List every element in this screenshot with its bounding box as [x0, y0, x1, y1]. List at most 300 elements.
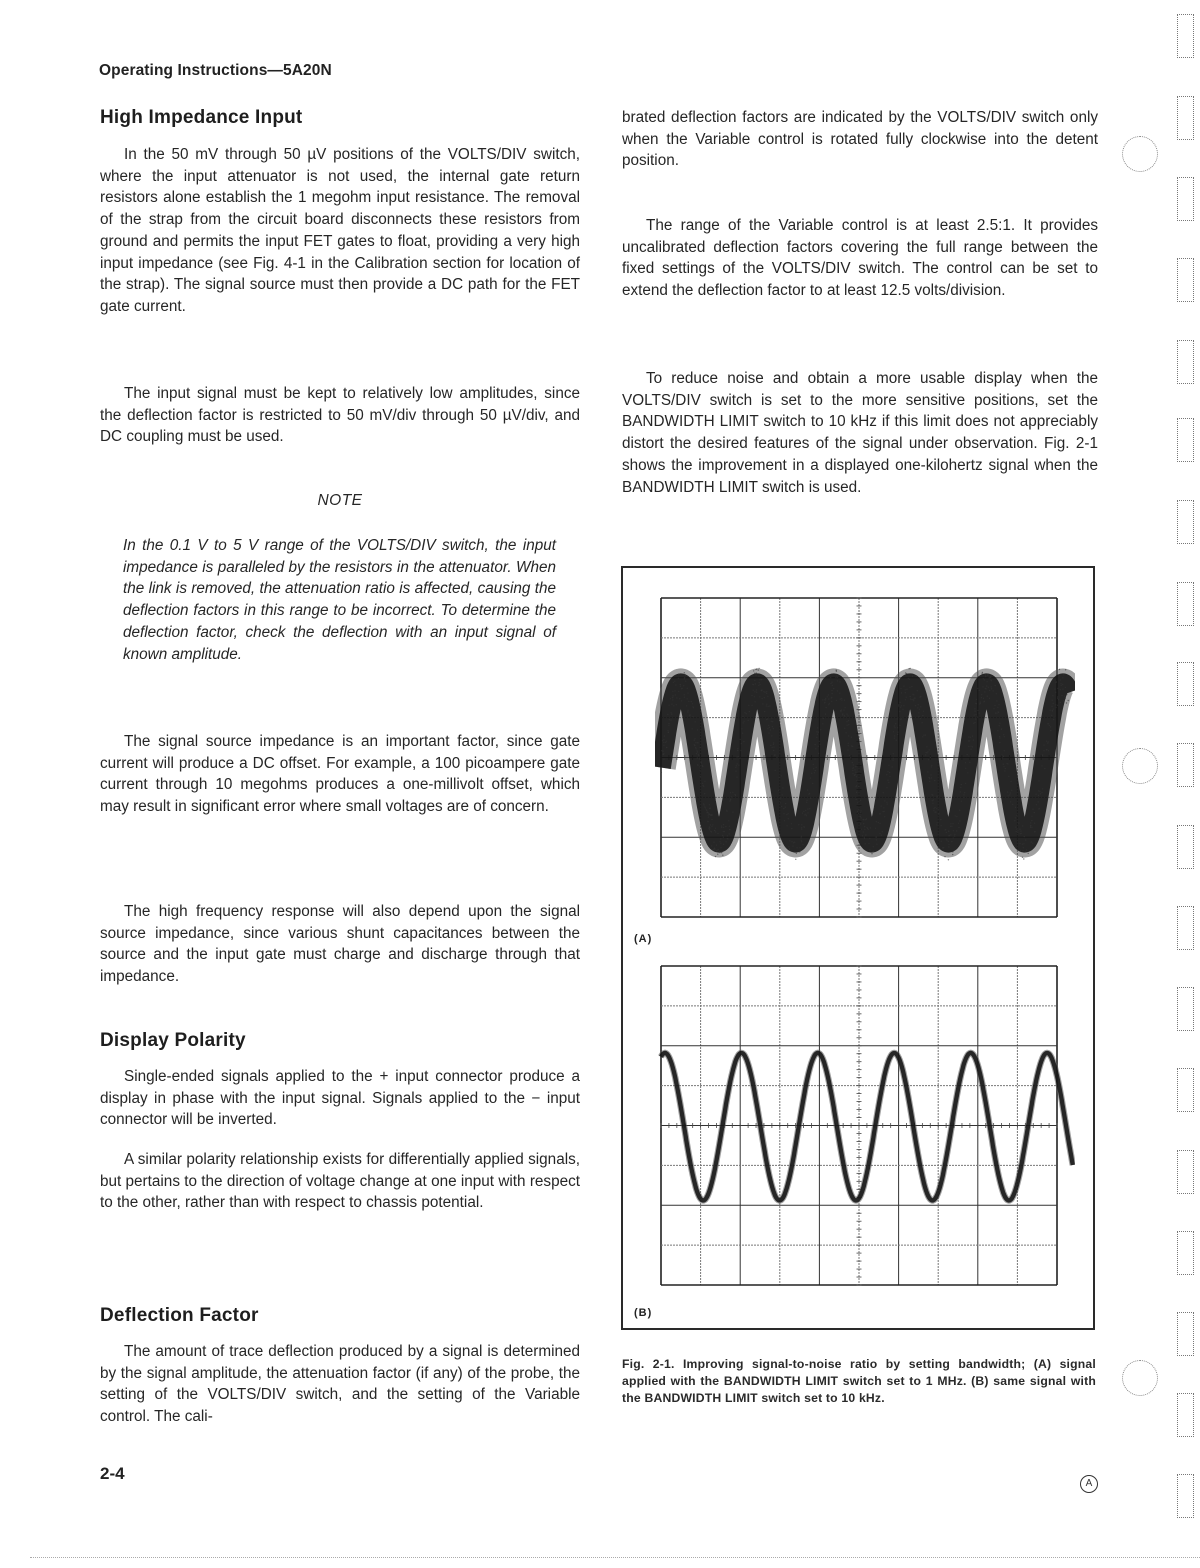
noise-speck — [1024, 836, 1025, 837]
noise-speck — [820, 729, 821, 730]
noise-speck — [663, 758, 664, 759]
noise-speck — [856, 785, 857, 786]
noise-speck — [684, 672, 685, 673]
noise-speck — [816, 737, 817, 738]
noise-speck — [831, 682, 832, 683]
noise-speck — [715, 831, 716, 832]
noise-speck — [853, 767, 854, 768]
noise-speck — [861, 829, 862, 830]
noise-speck — [866, 818, 867, 819]
noise-speck — [668, 723, 669, 724]
noise-speck — [853, 764, 854, 765]
noise-speck — [663, 745, 664, 746]
noise-speck — [886, 774, 887, 775]
noise-speck — [676, 697, 677, 698]
noise-speck — [1028, 853, 1029, 854]
binder-hole-icon — [1177, 1393, 1194, 1437]
noise-speck — [996, 713, 997, 714]
noise-speck — [702, 765, 703, 766]
binder-hole-icon — [1177, 1474, 1194, 1518]
noise-speck — [1048, 750, 1049, 751]
noise-speck — [668, 725, 669, 726]
noise-speck — [717, 854, 718, 855]
noise-speck — [743, 721, 744, 722]
noise-speck — [1065, 698, 1066, 699]
noise-speck — [975, 718, 976, 719]
noise-speck — [710, 824, 711, 825]
noise-speck — [694, 740, 695, 741]
noise-speck — [822, 699, 823, 700]
noise-speck — [795, 859, 796, 860]
paragraph-variable-range — [622, 215, 1098, 302]
noise-speck — [894, 738, 895, 739]
noise-speck — [708, 814, 709, 815]
noise-speck — [818, 753, 819, 754]
noise-speck — [888, 782, 889, 783]
noise-speck — [855, 799, 856, 800]
noise-speck — [756, 692, 757, 693]
noise-speck — [910, 696, 911, 697]
noise-speck — [998, 712, 999, 713]
noise-speck — [818, 746, 819, 747]
noise-speck — [791, 823, 792, 824]
noise-speck — [678, 678, 679, 679]
noise-speck — [661, 772, 662, 773]
paragraph-text: A similar polarity relationship exists for differentially applied signals, but pertains to the direction of voltage change at one input with respect to the other, rather than with respect to chassis potential. — [100, 1151, 580, 1212]
noise-speck — [742, 733, 743, 734]
noise-speck — [1025, 839, 1026, 840]
noise-speck — [891, 766, 892, 767]
noise-speck — [684, 678, 685, 679]
noise-speck — [751, 695, 752, 696]
noise-speck — [881, 805, 882, 806]
noise-speck — [701, 762, 702, 763]
noise-speck — [1053, 708, 1054, 709]
noise-speck — [968, 746, 969, 747]
noise-speck — [805, 814, 806, 815]
noise-speck — [707, 812, 708, 813]
noise-speck — [709, 804, 710, 805]
noise-speck — [943, 847, 944, 848]
noise-speck — [1046, 749, 1047, 750]
noise-speck — [898, 704, 899, 705]
noise-speck — [969, 762, 970, 763]
noise-speck — [970, 749, 971, 750]
noise-speck — [1010, 792, 1011, 793]
noise-speck — [741, 743, 742, 744]
noise-speck — [848, 743, 849, 744]
noise-speck — [995, 712, 996, 713]
noise-speck — [684, 697, 685, 698]
noise-speck — [893, 758, 894, 759]
noise-speck — [896, 740, 897, 741]
noise-speck — [773, 750, 774, 751]
noise-speck — [889, 772, 890, 773]
noise-speck — [699, 747, 700, 748]
noise-speck — [919, 709, 920, 710]
noise-speck — [918, 712, 919, 713]
noise-speck — [1036, 804, 1037, 805]
noise-speck — [969, 740, 970, 741]
noise-speck — [807, 789, 808, 790]
noise-speck — [996, 693, 997, 694]
noise-speck — [672, 695, 673, 696]
noise-speck — [768, 706, 769, 707]
noise-speck — [725, 841, 726, 842]
noise-speck — [932, 800, 933, 801]
noise-speck — [817, 734, 818, 735]
noise-speck — [852, 773, 853, 774]
binder-hole-icon — [1177, 906, 1194, 950]
noise-speck — [1020, 833, 1021, 834]
noise-speck — [826, 707, 827, 708]
noise-speck — [825, 698, 826, 699]
noise-speck — [729, 801, 730, 802]
noise-speck — [916, 675, 917, 676]
noise-speck — [948, 846, 949, 847]
noise-speck — [884, 800, 885, 801]
noise-speck — [700, 761, 701, 762]
noise-speck — [1022, 825, 1023, 826]
noise-speck — [732, 792, 733, 793]
noise-speck — [1062, 688, 1063, 689]
noise-speck — [801, 828, 802, 829]
noise-speck — [780, 775, 781, 776]
noise-speck — [969, 755, 970, 756]
noise-speck — [898, 705, 899, 706]
noise-speck — [825, 713, 826, 714]
noise-speck — [965, 768, 966, 769]
noise-speck — [981, 694, 982, 695]
noise-speck — [895, 723, 896, 724]
noise-speck — [1031, 827, 1032, 828]
noise-speck — [671, 703, 672, 704]
noise-speck — [708, 816, 709, 817]
noise-speck — [897, 734, 898, 735]
noise-speck — [965, 783, 966, 784]
noise-speck — [828, 694, 829, 695]
noise-speck — [1035, 794, 1036, 795]
noise-speck — [884, 816, 885, 817]
noise-speck — [974, 708, 975, 709]
noise-speck — [860, 823, 861, 824]
noise-speck — [845, 732, 846, 733]
noise-speck — [746, 713, 747, 714]
noise-speck — [879, 813, 880, 814]
noise-speck — [933, 810, 934, 811]
noise-speck — [1057, 688, 1058, 689]
noise-speck — [854, 769, 855, 770]
noise-speck — [998, 704, 999, 705]
noise-speck — [764, 691, 765, 692]
noise-speck — [882, 831, 883, 832]
noise-speck — [674, 681, 675, 682]
noise-speck — [786, 814, 787, 815]
noise-speck — [1022, 850, 1023, 851]
binder-hole-icon — [1177, 500, 1194, 544]
noise-speck — [910, 698, 911, 699]
noise-speck — [708, 828, 709, 829]
noise-speck — [1041, 765, 1042, 766]
noise-speck — [684, 677, 685, 678]
noise-speck — [1018, 822, 1019, 823]
noise-speck — [681, 688, 682, 689]
noise-speck — [982, 672, 983, 673]
noise-speck — [965, 762, 966, 763]
binder-hole-icon — [1177, 177, 1194, 221]
noise-speck — [707, 821, 708, 822]
binder-hole-icon — [1177, 258, 1194, 302]
binder-hole-icon — [1177, 825, 1194, 869]
noise-speck — [997, 730, 998, 731]
noise-speck — [841, 709, 842, 710]
noise-speck — [759, 684, 760, 685]
noise-speck — [1039, 791, 1040, 792]
noise-speck — [700, 776, 701, 777]
noise-speck — [676, 704, 677, 705]
noise-speck — [773, 742, 774, 743]
noise-speck — [1030, 822, 1031, 823]
noise-speck — [881, 835, 882, 836]
noise-speck — [986, 681, 987, 682]
noise-speck — [892, 759, 893, 760]
noise-speck — [679, 698, 680, 699]
noise-speck — [664, 735, 665, 736]
noise-speck — [805, 810, 806, 811]
noise-speck — [1015, 817, 1016, 818]
noise-speck — [963, 797, 964, 798]
noise-speck — [1053, 703, 1054, 704]
noise-speck — [1031, 841, 1032, 842]
noise-speck — [723, 827, 724, 828]
noise-speck — [893, 731, 894, 732]
noise-speck — [767, 718, 768, 719]
heading-display-polarity: Display Polarity — [100, 1030, 246, 1051]
noise-speck — [688, 701, 689, 702]
noise-speck — [999, 742, 1000, 743]
noise-speck — [796, 847, 797, 848]
noise-speck — [698, 754, 699, 755]
noise-speck — [909, 687, 910, 688]
noise-speck — [952, 851, 953, 852]
noise-speck — [749, 711, 750, 712]
noise-speck — [809, 808, 810, 809]
noise-speck — [931, 766, 932, 767]
noise-speck — [660, 767, 661, 768]
noise-speck — [702, 766, 703, 767]
paragraph-text: In the 50 mV through 50 µV positions of the VOLTS/DIV switch, where the input attenuator is not used, the internal gate return resistors alone establish the 1 megohm input resistance. The removal of the strap from the circuit board disconnects these resistors from ground and permits the input FET gates to float, providing a very high input impedance (see Fig. 4-1 in the Calibration section for location of the strap). The signal source must then provide a DC path for the FET gate current. — [100, 146, 580, 315]
noise-speck — [789, 848, 790, 849]
noise-speck — [975, 714, 976, 715]
noise-speck — [1004, 750, 1005, 751]
noise-speck — [766, 693, 767, 694]
noise-speck — [861, 817, 862, 818]
noise-speck — [1052, 710, 1053, 711]
noise-speck — [976, 703, 977, 704]
noise-speck — [953, 830, 954, 831]
noise-speck — [772, 747, 773, 748]
noise-speck — [773, 728, 774, 729]
noise-speck — [1053, 719, 1054, 720]
noise-speck — [836, 700, 837, 701]
noise-speck — [899, 711, 900, 712]
noise-speck — [729, 833, 730, 834]
noise-speck — [903, 705, 904, 706]
noise-speck — [803, 826, 804, 827]
noise-speck — [1001, 755, 1002, 756]
noise-speck — [981, 673, 982, 674]
noise-speck — [1043, 750, 1044, 751]
binder-hole-icon — [1177, 96, 1194, 140]
page-number: 2-4 — [100, 1464, 125, 1483]
noise-speck — [948, 841, 949, 842]
noise-speck — [944, 856, 945, 857]
noise-speck — [944, 829, 945, 830]
noise-speck — [803, 811, 804, 812]
noise-speck — [687, 692, 688, 693]
noise-speck — [831, 697, 832, 698]
noise-speck — [675, 694, 676, 695]
noise-speck — [862, 835, 863, 836]
noise-speck — [766, 691, 767, 692]
noise-speck — [761, 698, 762, 699]
note-title: NOTE — [317, 492, 363, 509]
noise-speck — [934, 780, 935, 781]
noise-speck — [779, 798, 780, 799]
noise-speck — [687, 710, 688, 711]
paragraph-text: The amount of trace deflection produced by a signal is determined by the signal amplitude, the attenuation factor (if any) of the probe, the setting of the VOLTS/DIV switch, and the setting of the Variable control. The cali- — [100, 1343, 580, 1426]
noise-speck — [813, 764, 814, 765]
noise-speck — [715, 828, 716, 829]
noise-speck — [807, 808, 808, 809]
noise-speck — [876, 821, 877, 822]
noise-speck — [1001, 729, 1002, 730]
noise-speck — [801, 824, 802, 825]
noise-speck — [952, 854, 953, 855]
noise-speck — [759, 679, 760, 680]
noise-speck — [920, 718, 921, 719]
noise-speck — [913, 694, 914, 695]
noise-speck — [932, 795, 933, 796]
noise-speck — [1003, 766, 1004, 767]
noise-speck — [988, 687, 989, 688]
noise-speck — [951, 841, 952, 842]
noise-speck — [823, 718, 824, 719]
noise-speck — [864, 826, 865, 827]
noise-speck — [871, 853, 872, 854]
noise-speck — [753, 690, 754, 691]
noise-speck — [956, 830, 957, 831]
noise-speck — [1003, 764, 1004, 765]
noise-speck — [954, 834, 955, 835]
noise-speck — [723, 824, 724, 825]
noise-speck — [930, 774, 931, 775]
noise-speck — [699, 759, 700, 760]
noise-speck — [1017, 830, 1018, 831]
noise-speck — [1040, 793, 1041, 794]
noise-speck — [661, 750, 662, 751]
noise-speck — [886, 802, 887, 803]
noise-speck — [737, 750, 738, 751]
noise-speck — [1057, 698, 1058, 699]
noise-speck — [770, 745, 771, 746]
noise-speck — [950, 834, 951, 835]
noise-speck — [1065, 687, 1066, 688]
noise-speck — [742, 716, 743, 717]
noise-speck — [985, 676, 986, 677]
noise-speck — [925, 734, 926, 735]
noise-speck — [991, 686, 992, 687]
noise-speck — [796, 853, 797, 854]
noise-speck — [831, 690, 832, 691]
noise-speck — [705, 807, 706, 808]
noise-speck — [788, 846, 789, 847]
noise-speck — [905, 692, 906, 693]
noise-speck — [772, 726, 773, 727]
noise-speck — [755, 675, 756, 676]
noise-speck — [709, 829, 710, 830]
noise-speck — [953, 837, 954, 838]
noise-speck — [739, 758, 740, 759]
noise-speck — [694, 745, 695, 746]
noise-speck — [864, 838, 865, 839]
noise-speck — [833, 688, 834, 689]
noise-speck — [848, 745, 849, 746]
noise-speck — [668, 732, 669, 733]
noise-speck — [807, 812, 808, 813]
noise-speck — [879, 823, 880, 824]
binder-ring-icon — [1122, 748, 1158, 784]
noise-speck — [665, 742, 666, 743]
noise-speck — [996, 700, 997, 701]
noise-speck — [674, 690, 675, 691]
noise-speck — [756, 689, 757, 690]
noise-speck — [977, 688, 978, 689]
noise-speck — [706, 810, 707, 811]
noise-speck — [887, 803, 888, 804]
noise-speck — [873, 846, 874, 847]
paragraph-text: The high frequency response will also depend upon the signal source impedance, since various shunt capacitances between the source and the input gate must charge and discharge through that impedance. — [100, 903, 580, 986]
noise-speck — [722, 835, 723, 836]
paragraph-display-polarity-1 — [100, 1066, 580, 1131]
noise-speck — [766, 704, 767, 705]
noise-speck — [999, 725, 1000, 726]
noise-speck — [954, 835, 955, 836]
binder-hole-icon — [1177, 743, 1194, 787]
noise-speck — [1032, 843, 1033, 844]
noise-speck — [740, 739, 741, 740]
noise-speck — [888, 765, 889, 766]
noise-speck — [791, 851, 792, 852]
noise-speck — [759, 696, 760, 697]
noise-speck — [1016, 829, 1017, 830]
noise-speck — [1017, 832, 1018, 833]
noise-speck — [698, 755, 699, 756]
noise-speck — [946, 839, 947, 840]
noise-speck — [887, 780, 888, 781]
noise-speck — [857, 802, 858, 803]
noise-speck — [695, 748, 696, 749]
noise-speck — [755, 683, 756, 684]
noise-speck — [1060, 702, 1061, 703]
noise-speck — [967, 772, 968, 773]
noise-speck — [694, 721, 695, 722]
noise-speck — [977, 710, 978, 711]
noise-speck — [695, 742, 696, 743]
noise-speck — [759, 682, 760, 683]
noise-speck — [766, 705, 767, 706]
noise-speck — [938, 813, 939, 814]
